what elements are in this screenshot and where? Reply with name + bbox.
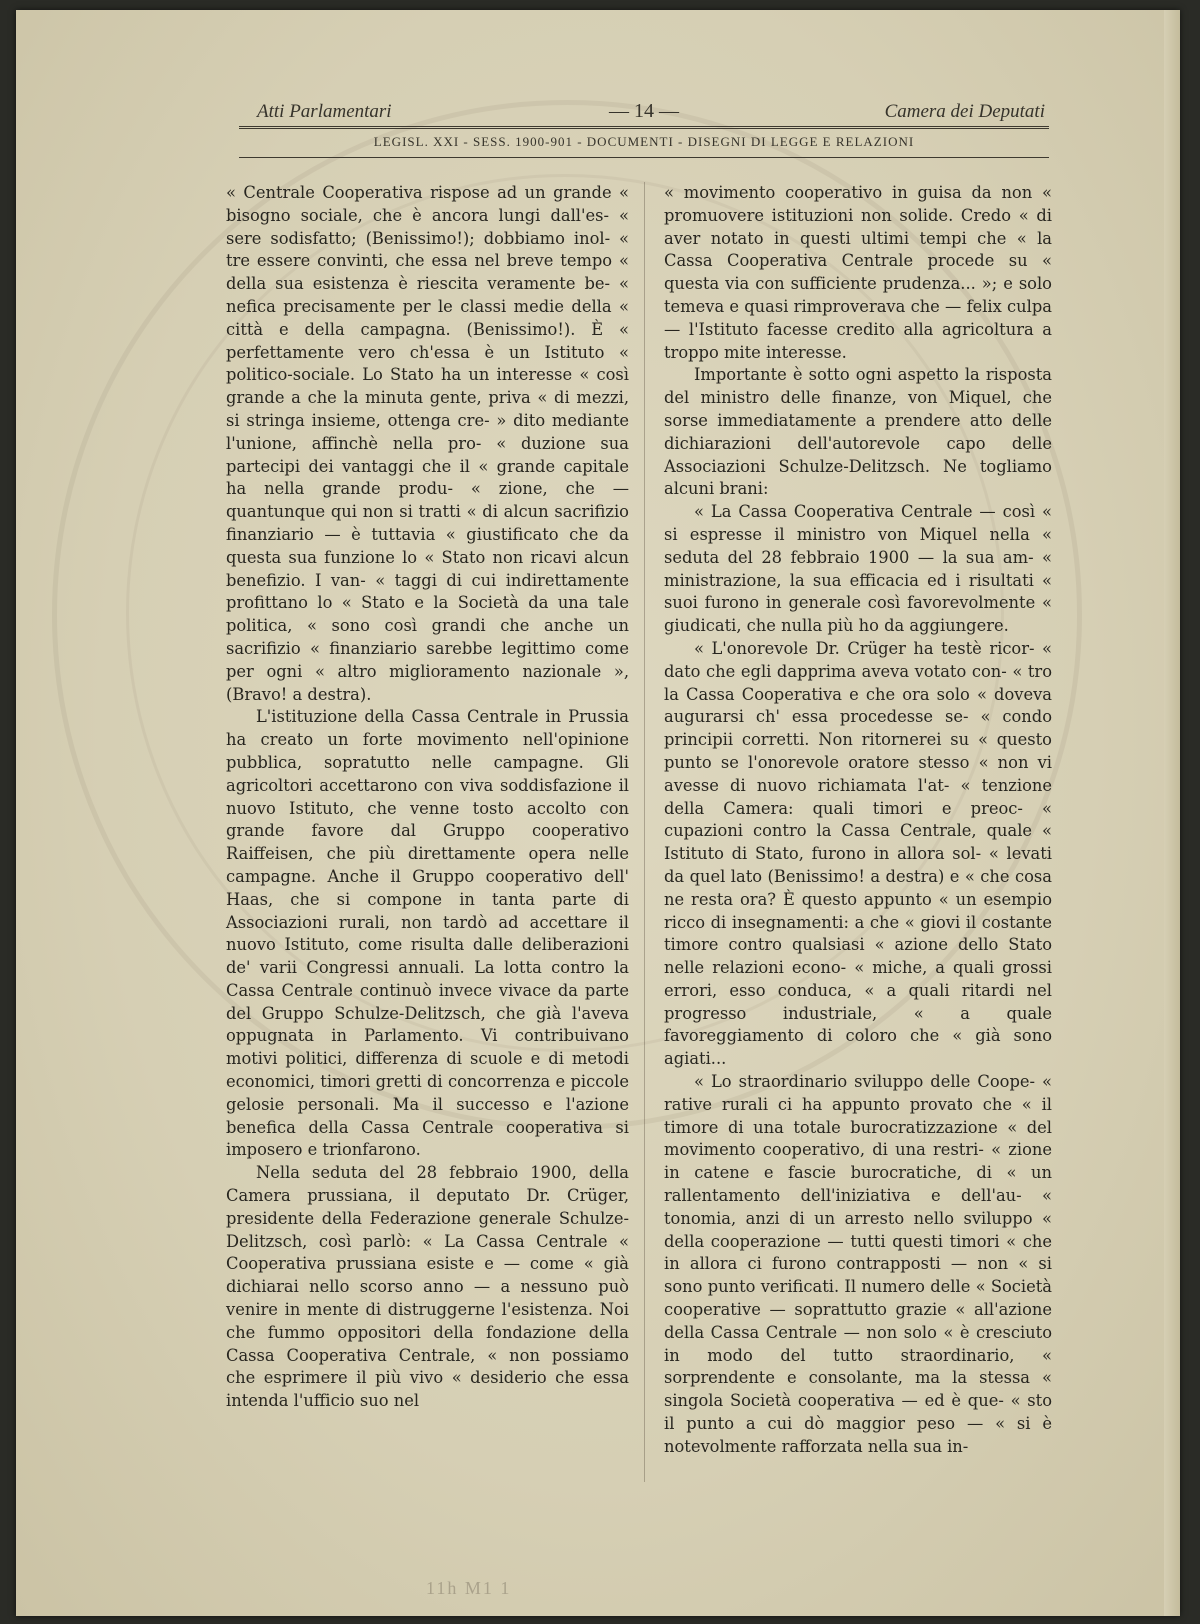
paragraph: « L'onorevole Dr. Crüger ha testè ricor- « dato che egli dapprima aveva votato con- « tro la Cassa Cooperativa e che ora solo « doveva augurarsi ch' essa procedesse se- « condo principii corretti. Non ritornerei su « questo punto se l'onorevole oratore stesso « non vi avesse di nuovo richiamata l'at- « tenzione della Camera: quali timori e preoc- « cupazioni contro la Cassa Centrale, quale « Istituto di Stato, furono in allora sol- « levati da quel lato (Benissimo! a destra) e « che cosa ne resta ora? È questo appunto « un esempio ricco di insegnamenti: a che « giovi il costante timore contro qualsiasi « azione dello Stato nelle relazioni econo- « miche, a quali grossi errori, esso conduca, « a quali ritardi nel progresso industriale, « a quale favoreggiamento di coloro che « già sono agiati... — [664, 638, 1052, 1069]
header-left: Atti Parlamentari — [257, 101, 392, 122]
column-divider — [644, 182, 645, 1482]
page-number: — 14 — — [609, 100, 679, 122]
running-head — [239, 96, 1049, 129]
paragraph: L'istituzione della Cassa Centrale in Prussia ha creato un forte movimento nell'opinione pubblica, sopratutto nelle campagne. Gli agricoltori accettarono con viva soddisfazione il nuovo Istituto, che venne tosto accolto con grande favore dal Gruppo cooperativo Raiffeisen, che più direttamente opera nelle campagne. Anche il Gruppo cooperativo dell' Haas, che si compone in tanta parte di Associazioni rurali, non tardò ad accettare il nuovo Istituto, come risulta dalle deliberazioni de' varii Congressi annuali. La lotta contro la Cassa Centrale continuò invece vivace da parte del Gruppo Schulze-Delitzsch, che già l'aveva oppugnata in Parlamento. Vi contribuivano motivi politici, differenza di scuole e di metodi economici, timori gretti di concorrenza e piccole gelosie personali. Ma il successo e l'azione benefica della Cassa Centrale cooperativa si imposero e trionfarono. — [226, 707, 629, 1160]
paragraph: Importante è sotto ogni aspetto la risposta del ministro delle finanze, von Miquel, che sorse immediatamente a prendere atto delle dichiarazioni dell'autorevole capo delle Associazioni Schulze-Delitzsch. Ne togliamo alcuni brani: — [664, 365, 1052, 499]
left-column — [226, 182, 629, 1413]
page-edge — [1164, 10, 1180, 1616]
document-page — [16, 10, 1180, 1616]
header-right: Camera dei Deputati — [884, 101, 1045, 122]
paragraph: « movimento cooperativo in guisa da non « promuovere istituzioni non solide. Credo « di aver notato in questi ultimi tempi che « la Cassa Cooperativa Centrale procede su « questa via con sufficiente prudenza... »; e solo temeva e quasi rimproverava che — felix culpa — l'Istituto facesse credito alla agricoltura a troppo mite interesse. — [664, 183, 1052, 362]
paragraph: « Centrale Cooperativa rispose ad un grande « bisogno sociale, che è ancora lungi dall'es- « sere sodisfatto; (Benissimo!); dobbiamo inol- « tre essere convinti, che essa nel breve tempo « della sua esistenza è riescita veramente be- « nefica precisamente per le classi medie della « città e della campagna. (Benissimo!). È « perfettamente vero ch'essa è un Istituto « politico-sociale. Lo Stato ha un interesse « così grande a che la minuta gente, priva « di mezzi, si stringa insieme, ottenga cre- » dito mediante l'unione, affinchè nella pro- « duzione sua partecipi dei vantaggi che il « grande capitale ha nella grande produ- « zione, che — quantunque qui non si tratti « di alcun sacrifizio finanziario — è tuttavia « giustificato che da questa sua funzione lo « Stato non ricavi alcun benefizio. I van- « taggi di cui indirettamente profittano lo « Stato e la Società da una tale politica, « sono così grandi che anche un sacrifizio « finanziario sarebbe legittimo come per ogni « altro miglioramento nazionale », (Bravo! a destra). — [226, 183, 629, 704]
paragraph: « Lo straordinario sviluppo delle Coope- « rative rurali ci ha appunto provato che « il timore di una totale burocratizzazione « del movimento cooperativo, di una restri- « zione in catene e fascie burocratiche, di « un rallentamento dell'iniziativa e dell'au- « tonomia, anzi di un arresto nello sviluppo « della cooperazione — tutti questi timori « che in allora ci furono contrapposti — non « si sono punto verificati. Il numero delle « Società cooperative — soprattutto grazie « all'azione della Cassa Centrale — non solo « è cresciuto in modo del tutto straordinario, « sorprendente e consolante, ma la stessa « singola Società cooperativa — ed è que- « sto il punto a cui dò maggior peso — « si è notevolmente rafforzata nella sua in- — [664, 1072, 1052, 1456]
paragraph: Nella seduta del 28 febbraio 1900, della Camera prussiana, il deputato Dr. Crüger, presidente della Federazione generale Schulze-Delitzsch, così parlò: « La Cassa Centrale « Cooperativa prussiana esiste e — come « già dichiarai nello scorso anno — a nessuno può venire in mente di distruggerne l'esistenza. Noi che fummo oppositori della fondazione della Cassa Cooperativa Centrale, « non possiamo che esprimere il più vivo « desiderio che essa intenda l'ufficio suo nel — [226, 1163, 629, 1411]
right-column — [664, 182, 1052, 1459]
subhead: LEGISL. XXI - SESS. 1900-901 - DOCUMENTI - DISEGNI DI LEGGE E RELAZIONI — [239, 131, 1049, 158]
paragraph: « La Cassa Cooperativa Centrale — così « si espresse il ministro von Miquel nella « seduta del 28 febbraio 1900 — la sua am- « ministrazione, la sua efficacia ed i risultati « suoi furono in generale così favorevolmente « giudicati, che nulla più ho da aggiungere. — [664, 502, 1052, 636]
pencil-mark: 11h M1 1 — [426, 1578, 512, 1598]
